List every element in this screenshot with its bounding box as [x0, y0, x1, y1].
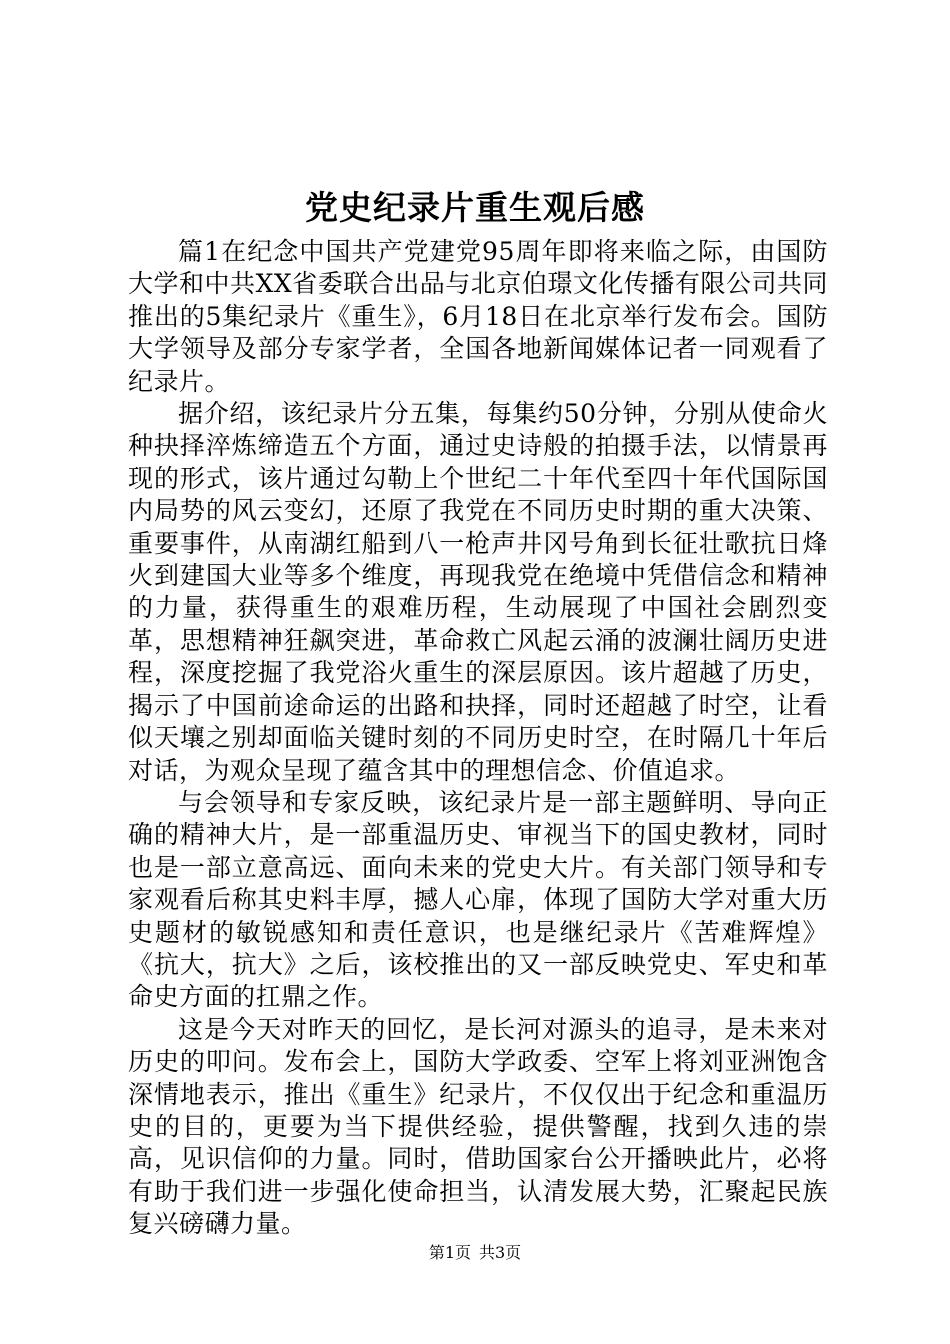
page-footer	[0, 1242, 950, 1264]
paragraph-2: 据介绍，该纪录片分五集，每集约50分钟，分别从使命火种抉择淬炼缔造五个方面，通过史诗般的拍摄手法，以情景再现的形式，该片通过勾勒上个世纪二十年代至四十年代国际国内局势的风云变幻，还原了我党在不同历史时期的重大决策、重要事件，从南湖红船到八一枪声井冈号角到长征壮歌抗日烽火到建国大业等多个维度，再现我党在绝境中凭借信念和精神的力量，获得重生的艰难历程，生动展现了中国社会剧烈变革，思想精神狂飙突进，革命救亡风起云涌的波澜壮阔历史进程，深度挖掘了我党浴火重生的深层原因。该片超越了历史，揭示了中国前途命运的出路和抉择，同时还超越了时空，让看似天壤之别却面临关键时刻的不同历史时空，在时隔几十年后对话，为观众呈现了蕴含其中的理想信念、价值追求。	[128, 399, 828, 785]
paragraph-3: 与会领导和专家反映，该纪录片是一部主题鲜明、导向正确的精神大片，是一部重温历史、审视当下的国史教材，同时也是一部立意高远、面向未来的党史大片。有关部门领导和专家观看后称其史料丰厚，撼人心扉，体现了国防大学对重大历史题材的敏锐感知和责任意识，也是继纪录片《苦难辉煌》《抗大，抗大》之后，该校推出的又一部反映党史、军史和革命史方面的扛鼎之作。	[128, 787, 828, 1012]
paragraph-4: 这是今天对昨天的回忆，是长河对源头的追寻，是未来对历史的叩问。发布会上，国防大学政委、空军上将刘亚洲饱含深情地表示，推出《重生》纪录片，不仅仅出于纪念和重温历史的目的，更要为当下提供经验，提供警醒，找到久违的崇高，见识信仰的力量。同时，借助国家台公开播映此片，必将有助于我们进一步强化使命担当，认清发展大势，汇聚起民族复兴磅礴力量。	[128, 1014, 828, 1239]
page-total: 共3页	[479, 1243, 522, 1262]
document-title: 党史纪录片重生观后感	[305, 188, 645, 227]
document-body	[128, 236, 828, 1241]
page-number: 第1页	[428, 1243, 471, 1262]
paragraph-1: 篇1在纪念中国共产党建党95周年即将来临之际，由国防大学和中共XX省委联合出品与北京伯璟文化传播有限公司共同推出的5集纪录片《重生》，6月18日在北京举行发布会。国防大学领导及部分专家学者，全国各地新闻媒体记者一同观看了纪录片。	[128, 237, 828, 396]
